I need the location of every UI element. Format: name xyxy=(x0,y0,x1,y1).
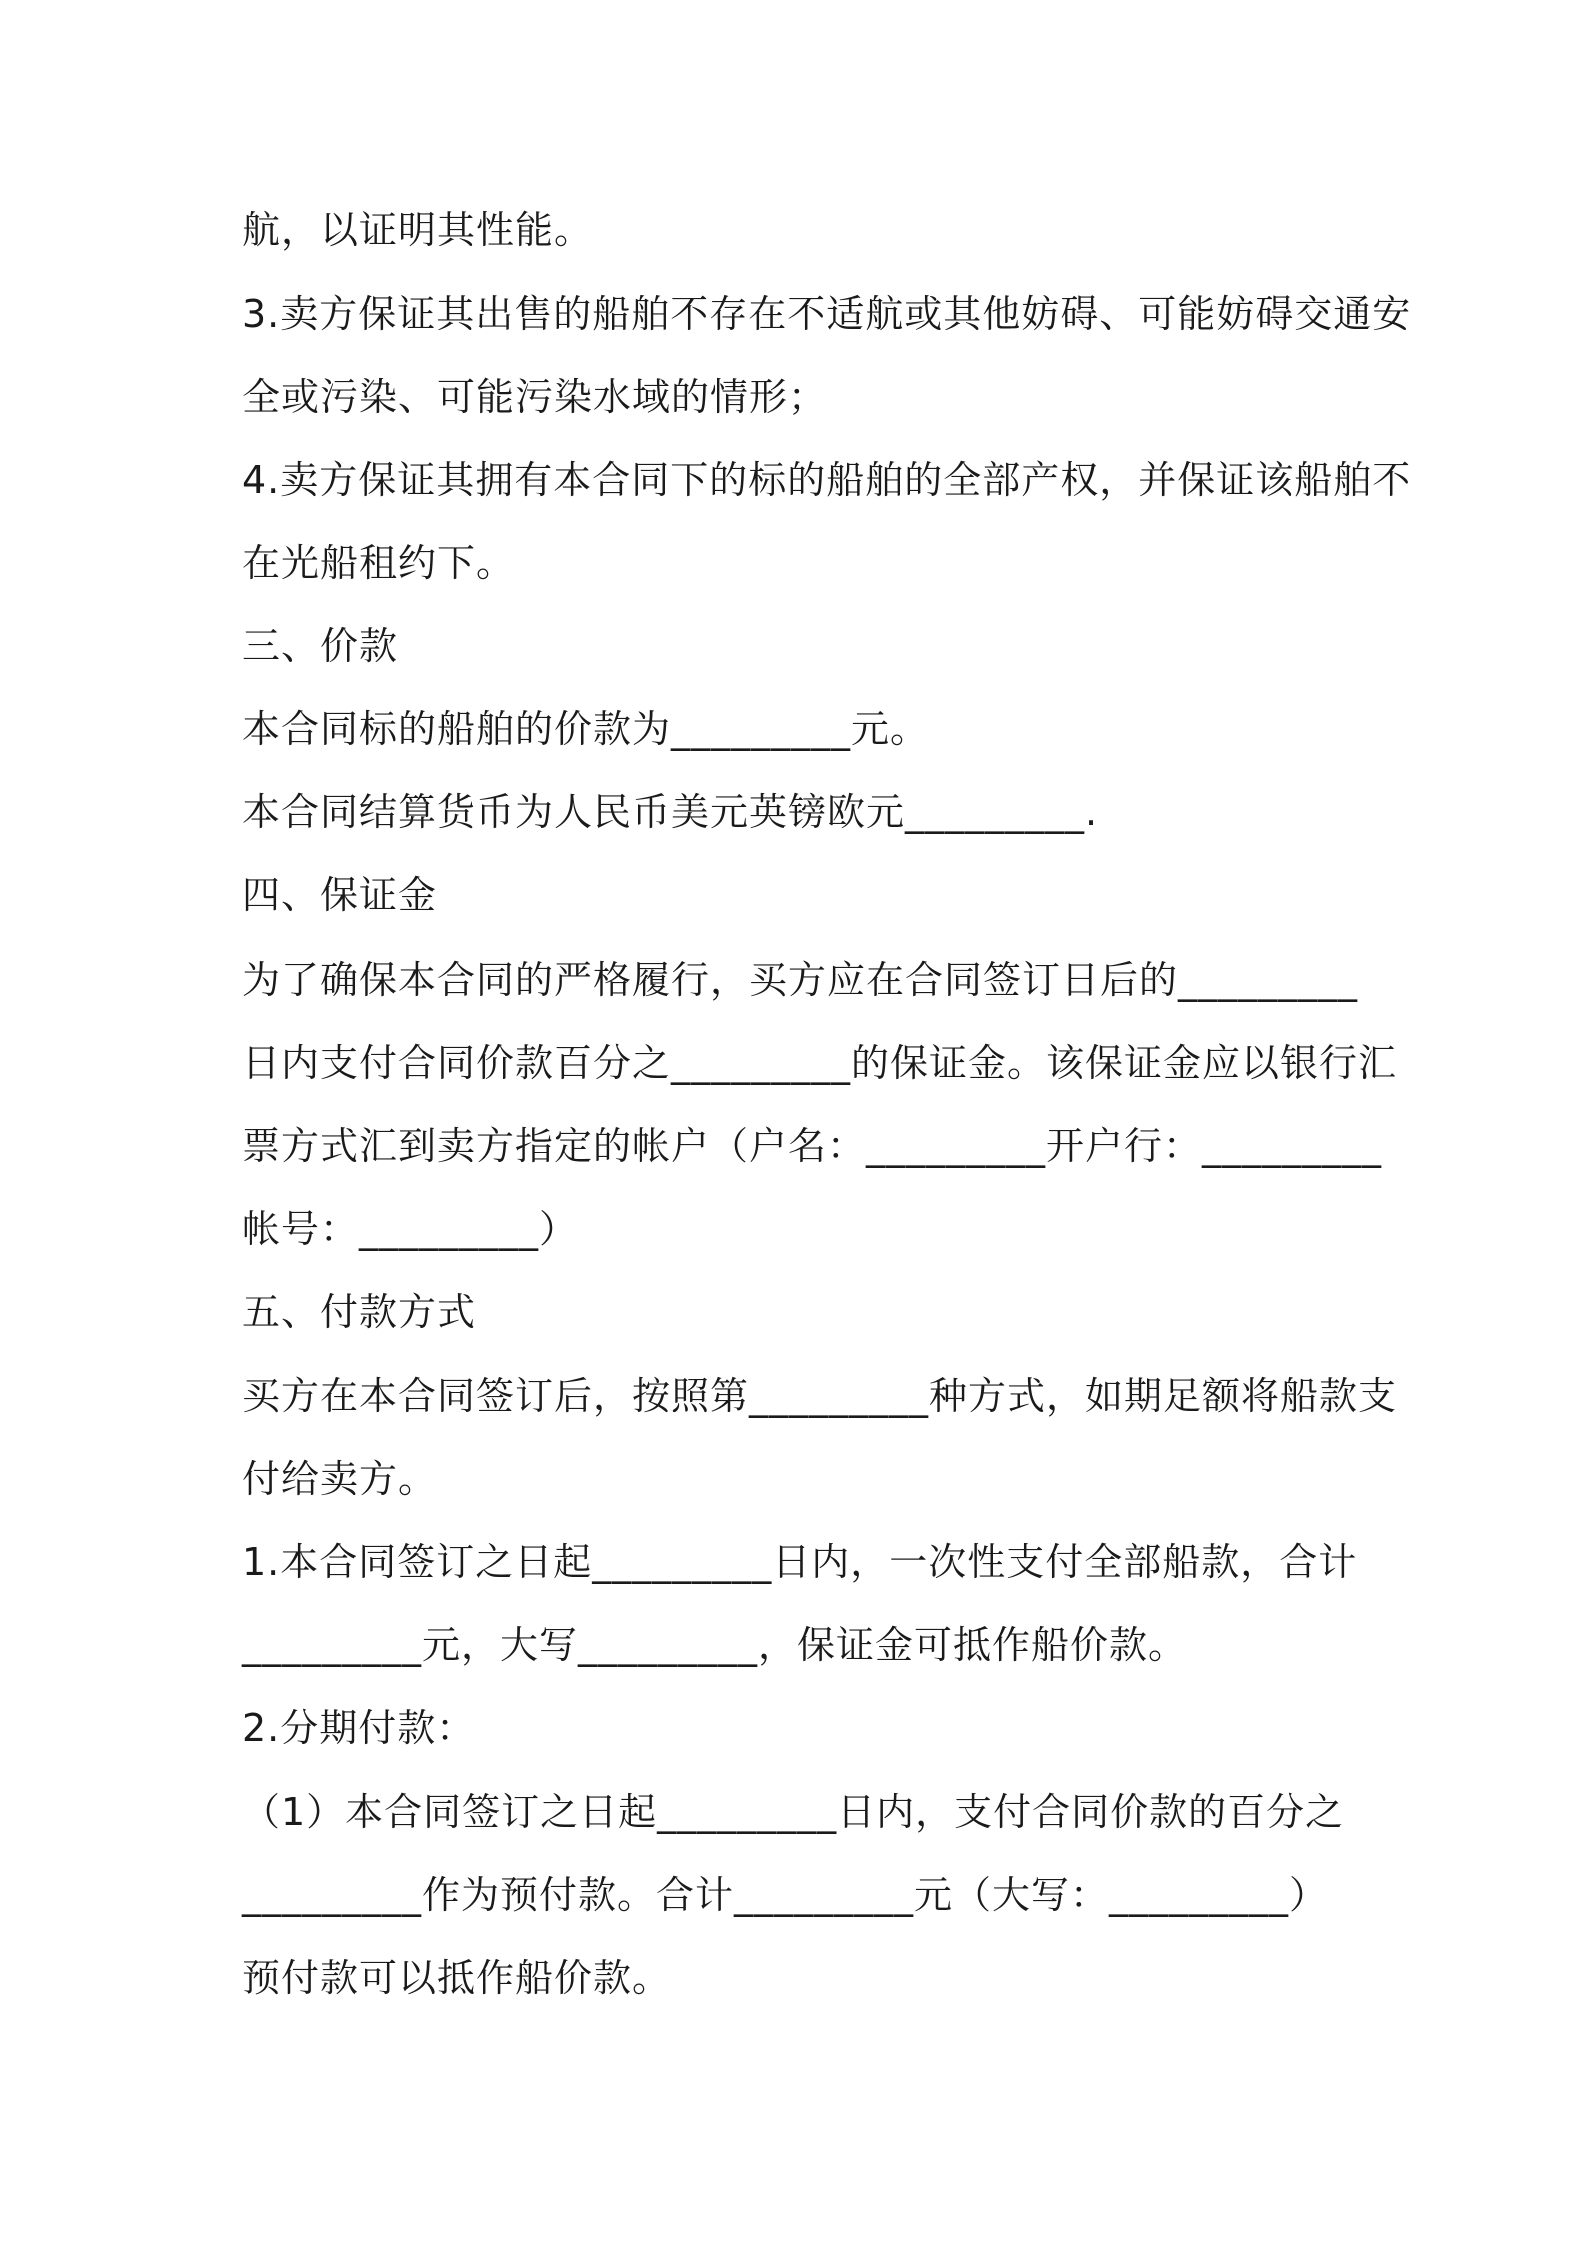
text-line: （1）本合同签订之日起_________日内，支付合同价款的百分之 xyxy=(242,1790,1345,1834)
text-line: 为了确保本合同的严格履行，买方应在合同签订日后的_________ xyxy=(242,958,1359,1002)
section-heading: 四、保证金 xyxy=(242,873,438,917)
text-line: 4.卖方保证其拥有本合同下的标的船舶的全部产权，并保证该船舶不 xyxy=(242,458,1412,502)
text-line: 在光船租约下。 xyxy=(242,541,516,585)
text-line: 付给卖方。 xyxy=(242,1457,438,1501)
text-line: 本合同结算货币为人民币美元英镑欧元_________. xyxy=(242,790,1099,834)
text-line: 票方式汇到卖方指定的帐户（户名：_________开户行：_________ xyxy=(242,1124,1383,1168)
text-line: 航，以证明其性能。 xyxy=(242,208,594,252)
text-line: 买方在本合同签订后，按照第_________种方式，如期足额将船款支 xyxy=(242,1374,1398,1418)
text-line: 2.分期付款： xyxy=(242,1706,476,1750)
section-heading: 五、付款方式 xyxy=(242,1290,477,1334)
text-line: _________作为预付款。合计_________元（大写：_________） xyxy=(242,1873,1329,1917)
text-line: 日内支付合同价款百分之_________的保证金。该保证金应以银行汇 xyxy=(242,1041,1398,1085)
text-line: 3.卖方保证其出售的船舶不存在不适航或其他妨碍、可能妨碍交通安 xyxy=(242,292,1412,336)
text-line: 预付款可以抵作船价款。 xyxy=(242,1956,672,2000)
text-line: 全或污染、可能污染水域的情形； xyxy=(242,375,828,419)
text-line: 本合同标的船舶的价款为_________元。 xyxy=(242,707,930,751)
text-line: _________元，大写_________，保证金可抵作船价款。 xyxy=(242,1623,1188,1667)
section-heading: 三、价款 xyxy=(242,624,399,668)
text-line: 1.本合同签订之日起_________日内，一次性支付全部船款，合计 xyxy=(242,1540,1358,1584)
text-line: 帐号：_________） xyxy=(242,1207,579,1251)
